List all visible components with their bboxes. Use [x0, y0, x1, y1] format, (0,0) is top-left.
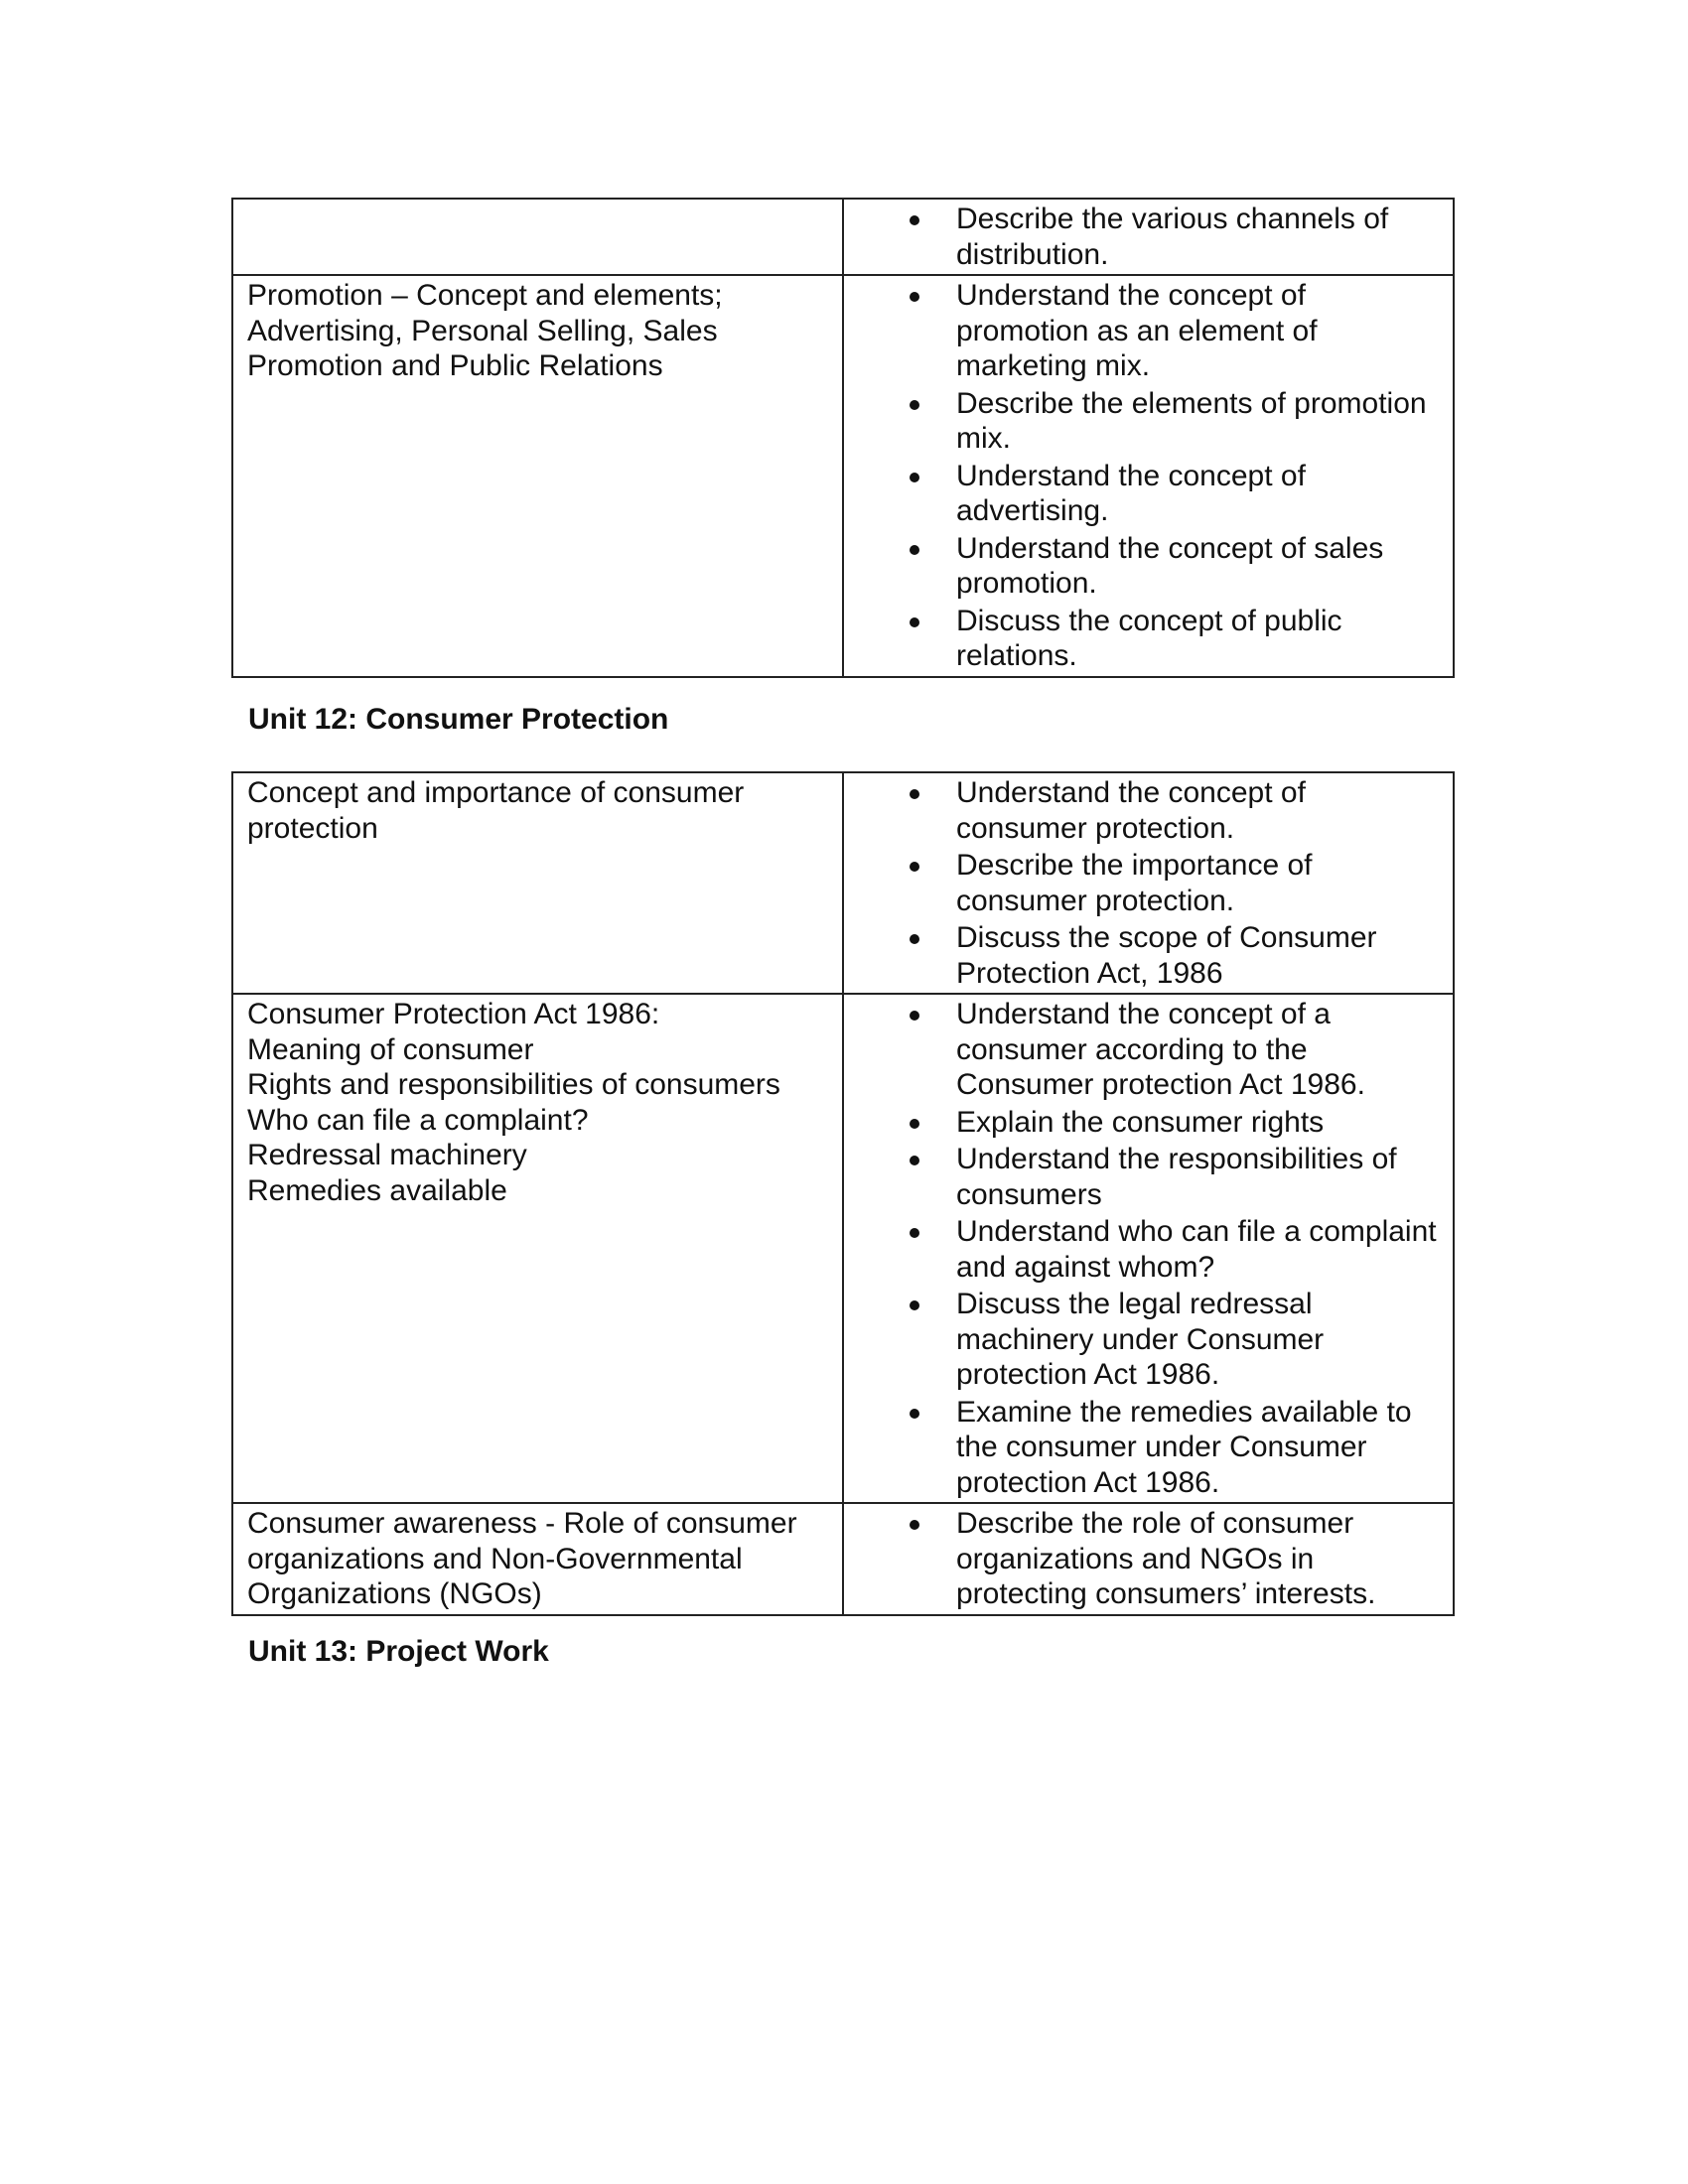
objectives-cell — [843, 1503, 1454, 1615]
topic-text: Rights and responsibilities of consumers — [247, 1068, 780, 1101]
topic-text: Remedies available — [247, 1173, 507, 1207]
topic-cell — [232, 275, 843, 677]
bullet-icon — [910, 400, 919, 410]
bullet-icon — [910, 1300, 919, 1310]
topic-text: Consumer Protection Act 1986: — [247, 998, 660, 1030]
list-item — [844, 278, 1439, 384]
objective-text: Describe the elements of promotion mix. — [956, 386, 1427, 455]
objective-text: Understand the concept of sales promotion. — [956, 531, 1384, 600]
objective-text: Discuss the concept of public relations. — [956, 604, 1342, 672]
list-item — [844, 604, 1439, 674]
topic-text: Concept and importance of consumer protection — [247, 776, 745, 845]
list-item — [844, 386, 1439, 457]
list-item — [844, 1142, 1439, 1212]
topic-text: Who can file a complaint? — [247, 1103, 589, 1137]
objectives-cell — [843, 994, 1454, 1503]
list-item — [844, 202, 1439, 272]
objectives-list — [844, 775, 1439, 991]
objectives-cell — [843, 772, 1454, 994]
objective-text: Understand the concept of a consumer according to the Consumer protection Act 1986. — [956, 998, 1365, 1101]
objective-text: Explain the consumer rights — [956, 1105, 1325, 1139]
objective-text: Understand who can file a complaint and against whom? — [956, 1215, 1437, 1284]
bullet-icon — [910, 473, 919, 482]
topic-cell — [232, 199, 843, 275]
bullet-icon — [910, 1520, 919, 1530]
list-item — [844, 775, 1439, 846]
objective-text: Describe the role of consumer organizations and NGOs in protecting consumers’ interests. — [956, 1507, 1376, 1610]
table-row — [232, 199, 1454, 275]
topic-cell — [232, 1503, 843, 1615]
objectives-cell — [843, 199, 1454, 275]
list-item — [844, 1395, 1439, 1501]
list-item — [844, 997, 1439, 1103]
objectives-list — [844, 997, 1439, 1500]
topic-cell — [232, 772, 843, 994]
objectives-list — [844, 1506, 1439, 1612]
topic-text: Redressal machinery — [247, 1139, 527, 1171]
topic-text: Consumer awareness - Role of consumer organizations and Non-Governmental Organizations (NGOs) — [247, 1507, 797, 1610]
list-item — [844, 1105, 1439, 1141]
syllabus-table-unit11-continued — [231, 198, 1455, 678]
objective-text: Describe the various channels of distribution. — [956, 203, 1389, 271]
table-row — [232, 994, 1454, 1503]
objectives-list — [844, 278, 1439, 674]
list-item — [844, 848, 1439, 918]
objective-text: Discuss the legal redressal machinery under Consumer protection Act 1986. — [956, 1288, 1325, 1391]
bullet-icon — [910, 1409, 919, 1419]
list-item — [844, 1506, 1439, 1612]
bullet-icon — [910, 215, 919, 225]
bullet-icon — [910, 934, 919, 944]
bullet-icon — [910, 1011, 919, 1021]
unit-13-heading: Unit 13: Project Work — [248, 1635, 549, 1668]
list-item — [844, 1214, 1439, 1285]
bullet-icon — [910, 617, 919, 627]
bullet-icon — [910, 789, 919, 799]
list-item — [844, 1287, 1439, 1393]
syllabus-table-unit12 — [231, 771, 1455, 1616]
objective-text: Understand the concept of consumer protection. — [956, 776, 1306, 845]
bullet-icon — [910, 862, 919, 872]
table-row — [232, 1503, 1454, 1615]
list-item — [844, 531, 1439, 602]
bullet-icon — [910, 545, 919, 555]
bullet-icon — [910, 1228, 919, 1238]
topic-text: Promotion – Concept and elements; Advertising, Personal Selling, Sales Promotion and Public Relations — [247, 279, 723, 382]
objective-text: Discuss the scope of Consumer Protection Act, 1986 — [956, 921, 1377, 990]
bullet-icon — [910, 1119, 919, 1129]
objectives-list — [844, 202, 1439, 272]
objective-text: Understand the concept of promotion as an element of marketing mix. — [956, 279, 1318, 382]
list-item — [844, 920, 1439, 991]
bullet-icon — [910, 1156, 919, 1165]
objectives-cell — [843, 275, 1454, 677]
unit-12-heading: Unit 12: Consumer Protection — [248, 703, 669, 736]
bullet-icon — [910, 292, 919, 302]
objective-text: Describe the importance of consumer protection. — [956, 849, 1313, 917]
table-row — [232, 275, 1454, 677]
objective-text: Understand the concept of advertising. — [956, 459, 1306, 527]
topic-text: Meaning of consumer — [247, 1032, 534, 1066]
objective-text: Understand the responsibilities of consumers — [956, 1143, 1397, 1211]
topic-cell — [232, 994, 843, 1503]
list-item — [844, 459, 1439, 529]
table-row — [232, 772, 1454, 994]
objective-text: Examine the remedies available to the consumer under Consumer protection Act 1986. — [956, 1395, 1412, 1499]
